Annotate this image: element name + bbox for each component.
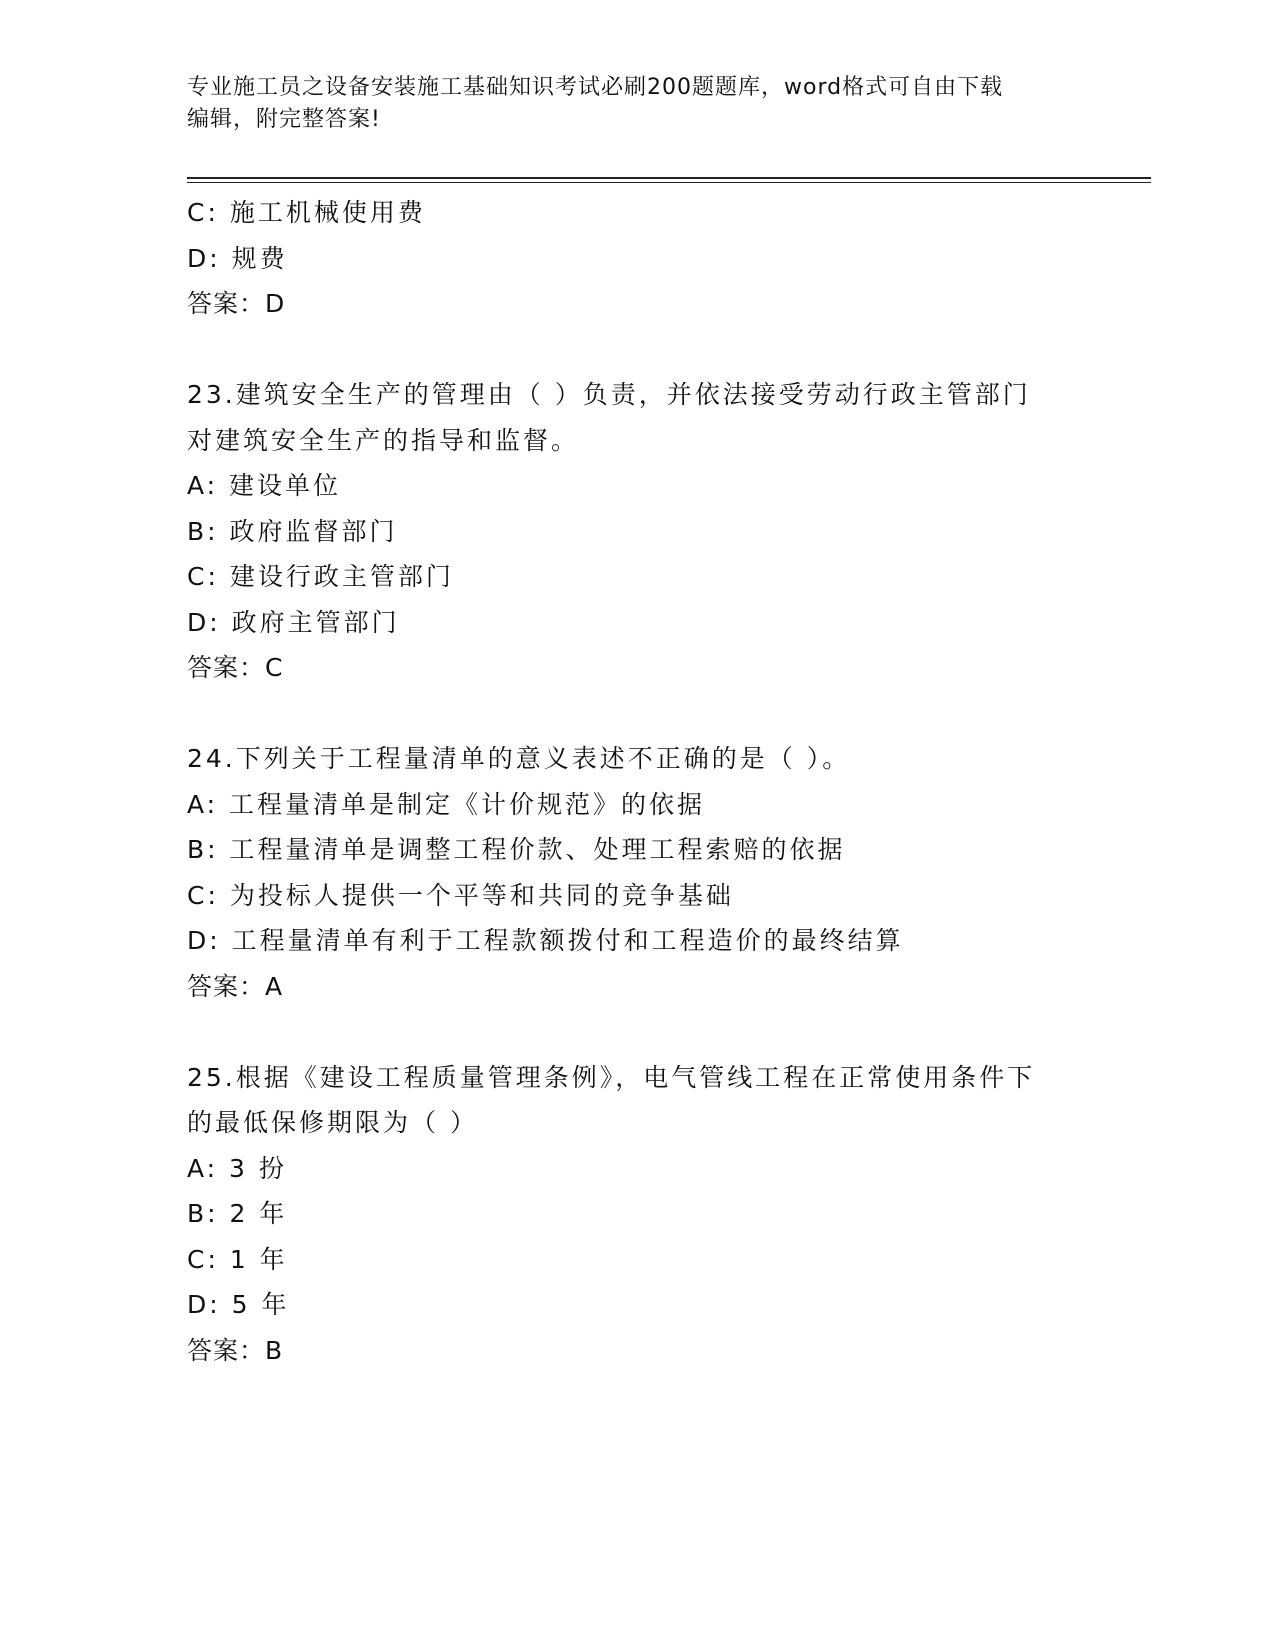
header-divider-thin [187,182,1151,183]
option-b: B: 工程量清单是调整工程价款、处理工程索赔的依据 [187,835,846,864]
question-block-23 [187,372,1117,691]
option-c: C: 1 年 [187,1244,288,1274]
header-line-1: 专业施工员之设备安装施工基础知识考试必刷200题题库，word格式可自由下载 [187,75,1004,100]
question-stem-line: 25.根据《建设工程质量管理条例》，电气管线工程在正常使用条件下 [187,1062,1036,1092]
option-a: A: 工程量清单是制定《计价规范》的依据 [187,789,706,819]
answer-line: 答案：A [187,971,284,1001]
spacer [187,691,1117,737]
option-d: D: 规费 [187,243,288,273]
option-c: C: 施工机械使用费 [187,198,426,227]
option-c: C: 为投标人提供一个平等和共同的竞争基础 [187,880,734,910]
document-header [187,72,1087,136]
header-line-2: 编辑，附完整答案! [187,107,381,132]
question-block-24 [187,736,1117,1009]
question-stem-line: 24.下列关于工程量清单的意义表述不正确的是（ ）。 [187,744,851,773]
option-d: D: 工程量清单有利于工程款额拨付和工程造价的最终结算 [187,926,904,955]
question-stem-line: 的最低保修期限为（ ） [187,1108,478,1137]
header-divider-thick [187,177,1151,179]
option-b: B: 2 年 [187,1199,288,1228]
spacer [187,1009,1117,1055]
option-a: A: 建设单位 [187,471,342,500]
answer-line: 答案：B [187,1335,284,1365]
option-a: A: 3 扮 [187,1153,287,1183]
question-block-25 [187,1055,1117,1374]
option-d: D: 政府主管部门 [187,607,400,637]
question-content [187,190,1117,1373]
answer-line: 答案：C [187,653,284,682]
option-b: B: 政府监督部门 [187,516,398,546]
option-d: D: 5 年 [187,1290,290,1319]
option-c: C: 建设行政主管部门 [187,562,454,591]
answer-line: 答案：D [187,289,286,318]
question-stem-line: 23.建筑安全生产的管理由（ ）负责，并依法接受劳动行政主管部门 [187,380,1031,409]
spacer [187,327,1117,373]
question-stem-line: 对建筑安全生产的指导和监督。 [187,425,580,455]
question-block-22 [187,190,1117,327]
